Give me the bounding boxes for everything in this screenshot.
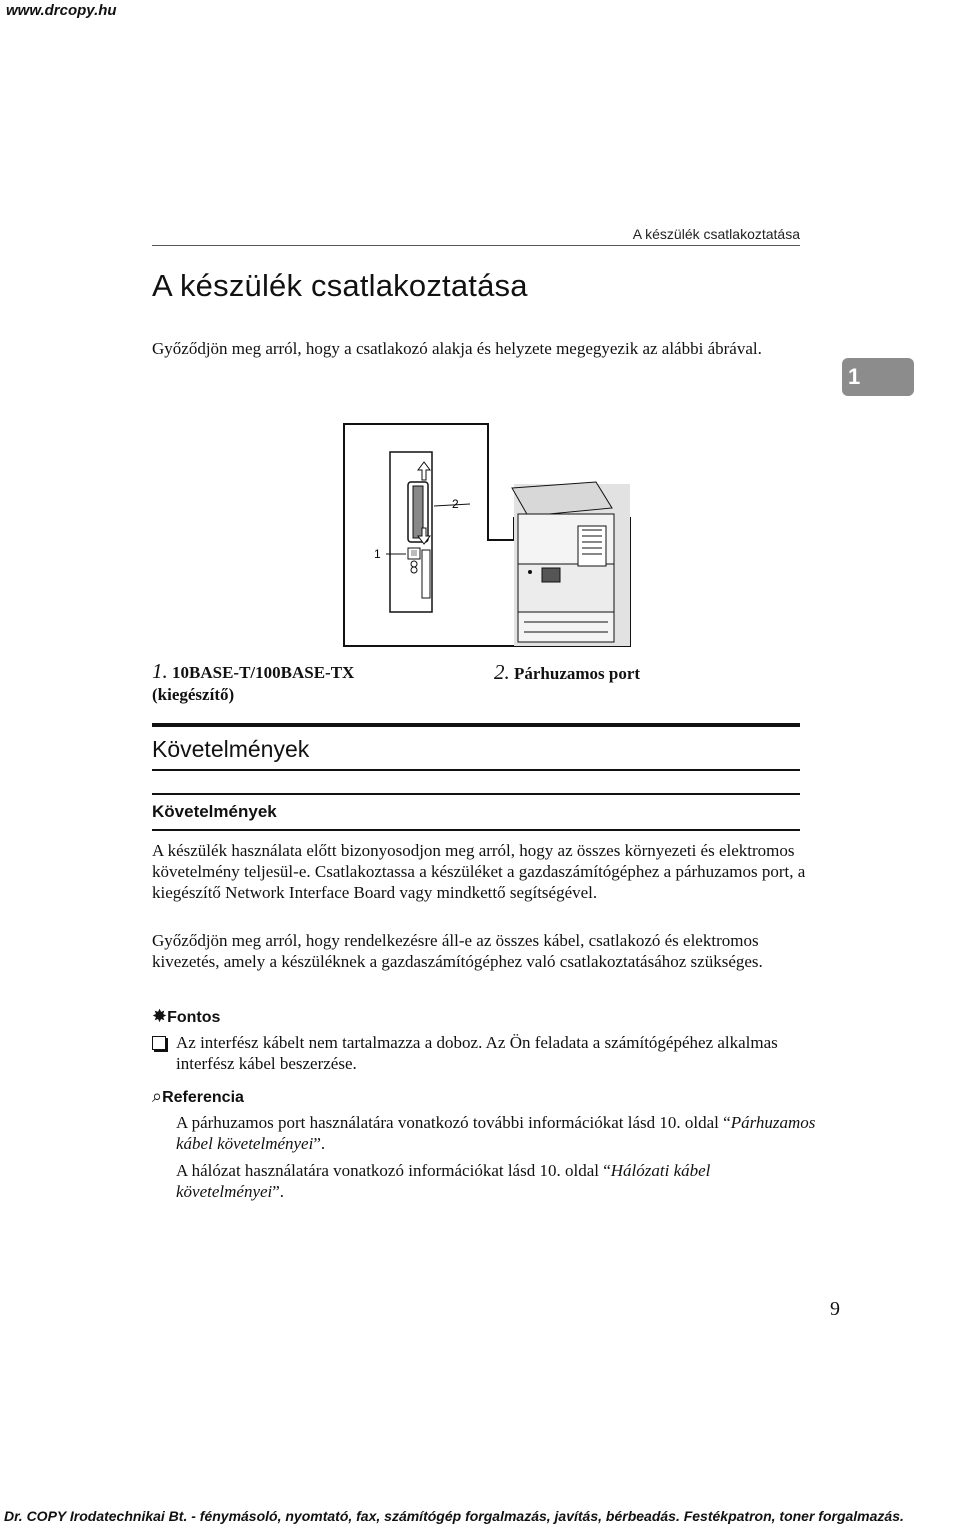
reference-link-2[interactable]: Hálózati kábel követelményei	[176, 1161, 711, 1201]
section-heading: Követelmények	[152, 736, 310, 762]
connector-diagram	[342, 422, 632, 648]
watermark-top: www.drcopy.hu	[6, 2, 117, 19]
important-icon: ✸	[152, 1006, 168, 1026]
chapter-number: 1	[848, 364, 861, 389]
printer-tray	[518, 612, 614, 642]
caption-2-text: Párhuzamos port	[514, 664, 641, 683]
header-rule	[152, 245, 800, 246]
watermark-footer: Dr. COPY Irodatechnikai Bt. - fénymásoló, nyomtató, fax, számítógép forgalmazás, javítás, bérbeadás. Festékpatron, toner forgalmazás.	[4, 1508, 904, 1524]
running-header: A készülék csatlakoztatása	[632, 226, 800, 242]
important-heading	[152, 1006, 220, 1027]
requirements-paragraph-1: A készülék használata előtt bizonyosodjon meg arról, hogy az összes környezeti és elektromos követelmény teljesül-e. Csatlakoztassa a készüléket a gazdaszámítógéphez a párhuzamos port, a kiegészítő Network Interface Board vagy mindkettő segítségével.	[152, 841, 806, 902]
magnifier-icon: ⌕	[152, 1086, 163, 1106]
caption-1-text: 10BASE-T/100BASE-TX	[172, 663, 355, 682]
reference-line-2: A hálózat használatára vonatkozó információkat lásd 10. oldal “Hálózati kábel követelményei”.	[176, 1161, 711, 1201]
connector-figure	[342, 422, 632, 648]
caption-1-text-line2: (kiegészítő)	[152, 685, 235, 704]
important-item: Az interfész kábelt nem tartalmazza a doboz. Az Ön feladata a számítógépéhez alkalmas interfész kábel beszerzése.	[176, 1033, 778, 1073]
board-slot	[422, 550, 430, 598]
callout-1: 1	[374, 547, 381, 561]
intro-paragraph: Győződjön meg arról, hogy a csatlakozó alakja és helyzete megegyezik az alábbi ábrával.	[152, 339, 762, 358]
reference-link-1[interactable]: Párhuzamos kábel követelményei	[176, 1113, 816, 1153]
caption-1	[152, 660, 354, 706]
section-rule-bottom	[152, 769, 800, 771]
chapter-tab	[842, 358, 914, 396]
requirements-paragraph-2: Győződjön meg arról, hogy rendelkezésre áll-e az összes kábel, csatlakozó és elektromos kivezetés, amely a készüléknek a gazdaszámítógéphez való csatlakoztatásához szükséges.	[152, 931, 763, 971]
printer-vent	[578, 526, 606, 566]
printer-lower-body	[518, 564, 614, 612]
reference-line-1: A párhuzamos port használatára vonatkozó további információkat lásd 10. oldal “Párhuzamos kábel követelményei”.	[176, 1113, 816, 1153]
caption-2	[494, 660, 640, 685]
reference-label: Referencia	[162, 1089, 244, 1106]
page-title: A készülék csatlakoztatása	[152, 268, 528, 303]
important-label: Fontos	[167, 1009, 221, 1026]
subsection-rule-bottom	[152, 829, 800, 831]
subsection-rule-top	[152, 793, 800, 795]
caption-2-number: 2.	[494, 660, 510, 684]
page-number: 9	[830, 1298, 840, 1320]
checkbox-bullet-icon	[152, 1036, 166, 1050]
reference-heading	[152, 1086, 244, 1107]
printer-connector-area	[542, 568, 560, 582]
section-rule-top	[152, 723, 800, 727]
subsection-heading: Követelmények	[152, 802, 277, 821]
callout-2: 2	[452, 497, 459, 511]
caption-1-number: 1.	[152, 659, 168, 683]
